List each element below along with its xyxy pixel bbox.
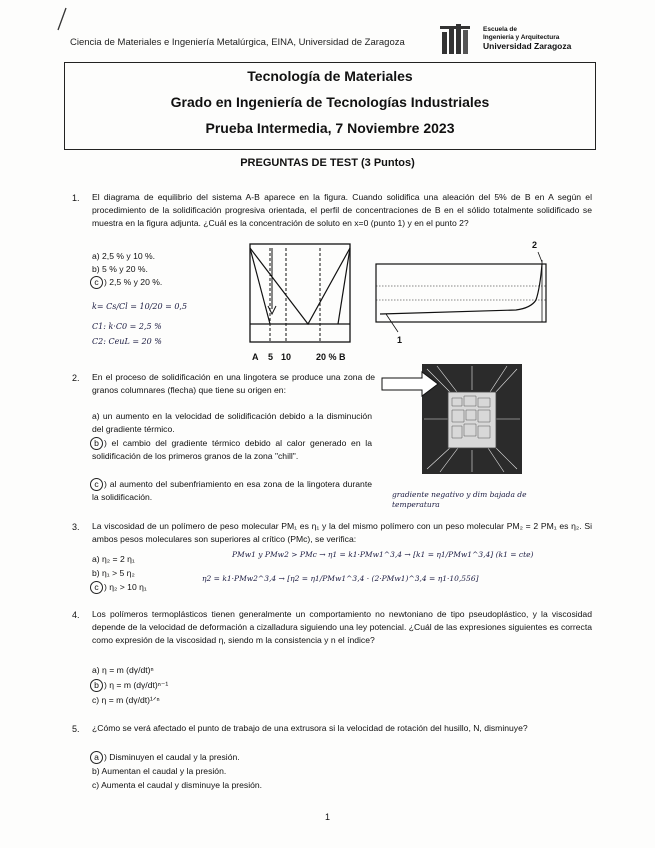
q5-text: ¿Cómo se verá afectado el punto de trabajo de una extrusora si la velocidad de rotación del husillo, N, disminuye? [92,723,528,733]
q2-option-b [92,437,372,463]
q3-hand-line1: PMw1 y PMw2 > PMc → η1 = k1·PMw1^3,4 → [k1 = η1/PMw1^3,4] (k1 = cte) [232,550,534,559]
answer-circle: c [90,478,103,491]
q5-option-a-text: ) Disminuyen el caudal y la presión. [104,752,240,762]
q2-option-b-text: ) el cambio del gradiente térmico debido al calor generado en la solidificación de los primeros granos de la zona "chill". [92,438,372,461]
university-logo [438,22,573,58]
logo-icon [438,22,478,58]
title-box [64,62,596,150]
axis-label-10: 10 [281,352,292,362]
q1-option-b: b) 5 % y 20 %. [92,264,148,274]
q5-option-a [92,751,240,764]
answer-circle: a [90,751,103,764]
axis-label-a: A [252,352,259,362]
q2-text: En el proceso de solidificación en una lingotera se produce una zona de granos columnares (flecha) que tiene su origen en: [92,372,375,395]
answer-circle: c [90,581,103,594]
q5-option-c: c) Aumenta el caudal y disminuye la presión. [92,780,263,790]
logo-line2: Ingeniería y Arquitectura [483,34,560,41]
q3-option-c [92,581,147,594]
q2-hand-note: gradiente negativo y dim bajada de temperatura [392,490,527,509]
header-institution: Ciencia de Materiales e Ingeniería Metalúrgica, EINA, Universidad de Zaragoza [70,37,405,48]
logo-line3: Universidad Zaragoza [483,41,572,51]
q1-note-1: k= Cs/Cl = 10/20 = 0,5 [92,302,188,311]
q1-option-a: a) 2,5 % y 10 %. [92,251,156,261]
q3-number: 3. [72,522,80,532]
q4-option-b [92,679,168,692]
axis-label-20b: 20 % B [316,352,346,362]
logo-line1: Escuela de [483,26,517,33]
q2-number: 2. [72,373,80,383]
q1-text: El diagrama de equilibrio del sistema A-B aparece en la figura. Cuando solidifica una aleación del 5% de B en A según el procedimiento de la solidificación progresiva orientada, el perfil de concentraciones de B en el sólido totalmente solidificado se muestra en la figura adjunta. ¿Cuál es la concentración de soluto en x=0 (punto 1) y en el punto 2? [92,192,592,228]
point-label-2: 2 [532,240,538,250]
course-title: Tecnología de Materiales [247,68,413,84]
degree-title: Grado en Ingeniería de Tecnologías Industriales [170,94,490,110]
section-title: PREGUNTAS DE TEST (3 Puntos) [240,157,415,169]
q3-option-a: a) η₂ = 2 η₁ [92,554,135,564]
q1-note-2: C1: k·C0 = 2,5 % [92,322,162,331]
q4-text: Los polímeros termoplásticos tienen generalmente un comportamiento no newtoniano de tipo pseudoplástico, y la viscosidad depende de la velocidad de deformación a cizalladura siguiendo una ley potencial. ¿Cuál de las expresiones siguientes es correcta como expresión de la viscosidad η, siendo m la consistencia y n el índice? [92,609,592,645]
q3-option-c-text: ) η₂ > 10 η₁ [104,582,147,592]
ingot-micrograph [382,364,532,476]
q1-number: 1. [72,193,80,203]
q1-option-c [92,276,162,289]
exam-title: Prueba Intermedia, 7 Noviembre 2023 [205,120,455,136]
answer-circle: b [90,437,103,450]
q4-option-c: c) η = m (dγ/dt)¹ᐟⁿ [92,695,160,705]
q3-option-b: b) η₁ > 5 η₂ [92,568,135,578]
phase-diagram [250,244,360,354]
q5-number: 5. [72,724,80,734]
point-label-1: 1 [397,335,403,345]
q4-number: 4. [72,610,80,620]
q4-option-b-text: ) η = m (dγ/dt)ⁿ⁻¹ [104,680,169,690]
q4-option-a: a) η = m (dγ/dt)ⁿ [92,665,154,675]
q2-option-c-text: ) al aumento del subenfriamiento en esa zona de la lingotera durante la solidificación. [92,479,372,502]
q3-hand-line2: η2 = k1·PMw2^3,4 → [η2 = η1/PMw1^3,4 · (2·PMw1)^3,4 = η1·10,556] [202,574,479,583]
answer-circle: b [90,679,103,692]
axis-label-5: 5 [268,352,274,362]
q2-option-c [92,478,372,504]
answer-circle: c [90,276,103,289]
q2-option-a: a) un aumento en la velocidad de solidificación debido a la disminución del gradiente térmico. [92,411,372,434]
page-number: 1 [324,812,330,822]
q5-option-b: b) Aumentan el caudal y la presión. [92,766,227,776]
q1-note-3: C2: CeuL = 20 % [92,337,162,346]
concentration-profile [376,258,556,338]
q1-option-c-text: ) 2,5 % y 20 %. [104,277,163,287]
q3-text: La viscosidad de un polímero de peso molecular PM₁ es η₁ y la del mismo polímero con un peso molecular PM₂ = 2 PM₁ es η₂. Si ambos pesos moleculares son superiores al crítico (PMc), se verifica: [92,521,592,544]
